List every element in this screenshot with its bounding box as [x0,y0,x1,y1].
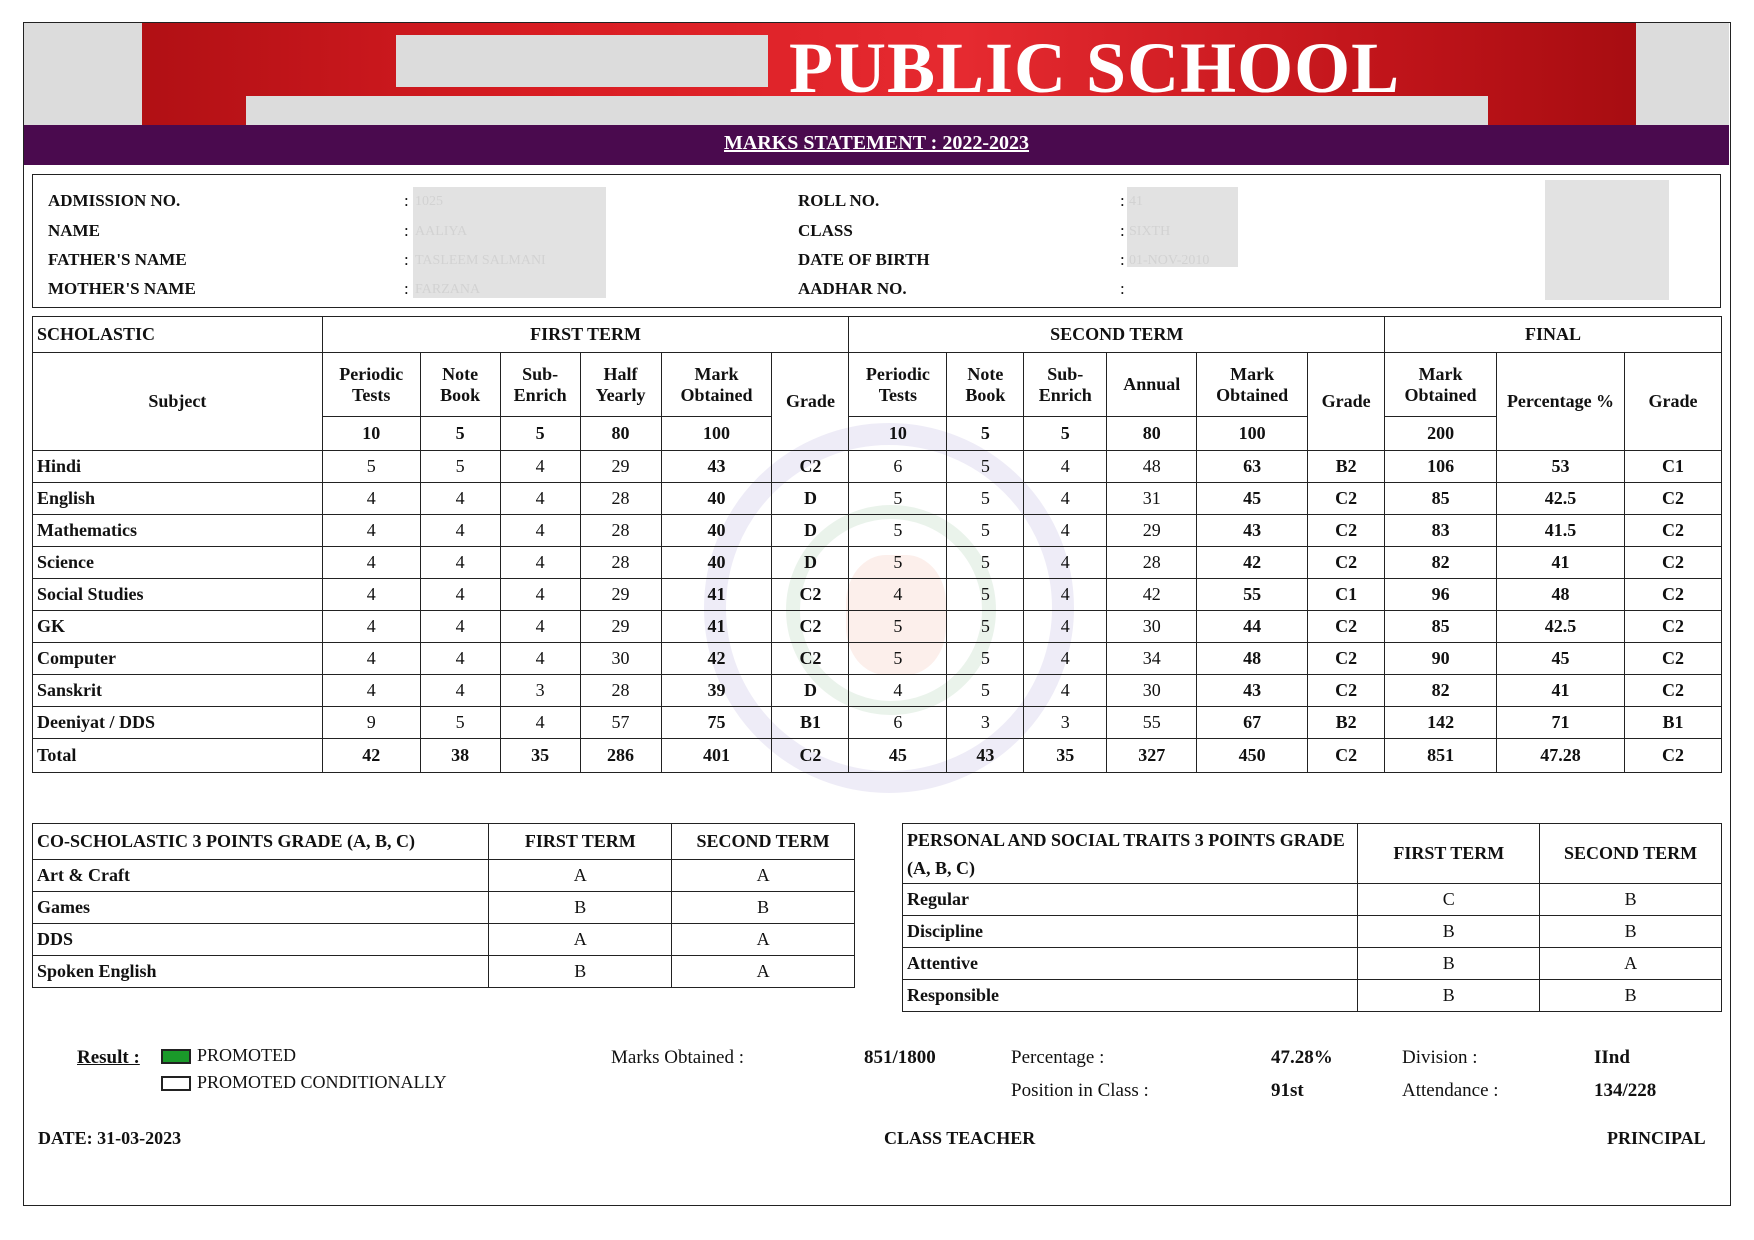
first-term-header: FIRST TERM [322,317,849,353]
traits-second-term-header: SECOND TERM [1540,824,1722,884]
mark-cell: 4 [322,483,420,515]
mark-cell: 30 [1107,675,1197,707]
final-header: FINAL [1385,317,1722,353]
traits-table [902,823,1722,1012]
promoted-indicator [161,1049,191,1064]
mark-cell: 57 [580,707,661,739]
first-term-grade: B [1358,980,1540,1012]
final-mark-cell: 82 [1385,675,1497,707]
grade-cell: C2 [1308,611,1385,643]
mark-cell: 45 [1197,483,1308,515]
mark-cell: 40 [661,483,772,515]
max-marks: 10 [322,417,420,451]
mark-cell: 4 [420,643,500,675]
colon: : [404,191,409,210]
mark-cell: 30 [1107,611,1197,643]
colon: : [1120,221,1125,240]
division-label: Division : [1402,1047,1478,1068]
subject-name: Total [33,739,323,773]
max-marks: 5 [500,417,580,451]
mark-cell: 4 [1024,611,1107,643]
mark-cell: 4 [1024,515,1107,547]
percentage-label: Percentage : [1011,1047,1105,1068]
result-legend-promoted [161,1045,296,1066]
final-mark-header: Mark Obtained [1385,353,1497,417]
grade-cell: C1 [1308,579,1385,611]
mark-cell: 41 [661,579,772,611]
first-term-grade: A [489,924,672,956]
class-teacher-signature: CLASS TEACHER [884,1128,1036,1148]
mark-cell: 4 [1024,547,1107,579]
mark-cell: 29 [1107,515,1197,547]
second-term-grade: A [672,924,855,956]
mark-cell: 4 [420,515,500,547]
co-scholastic-title: CO-SCHOLASTIC 3 POINTS GRADE (A, B, C) [33,824,489,860]
grade-cell: D [772,675,849,707]
percentage-header: Percentage % [1497,353,1625,451]
mark-cell: 35 [1024,739,1107,773]
mark-cell: 5 [849,643,947,675]
grade-cell: C2 [1308,675,1385,707]
table-row [33,483,1722,515]
result-legend-conditional [161,1072,447,1093]
mark-cell: 41 [661,611,772,643]
mother-value: FARZANA [415,282,481,297]
table-row [33,451,1722,483]
first-term-grade: B [1358,916,1540,948]
table-row [33,579,1722,611]
grade-cell: C2 [772,643,849,675]
grade-cell: C2 [1308,739,1385,773]
marks-sheet [23,22,1731,1206]
final-mark-cell: 85 [1385,483,1497,515]
co-scholastic-table [32,823,855,988]
roll-value: 41 [1129,194,1143,209]
position-label: Position in Class : [1011,1080,1149,1101]
note-book-header: Note Book [947,353,1024,417]
logo-placeholder-left [24,23,142,125]
subject-name: GK [33,611,323,643]
student-photo [1545,180,1669,300]
mark-cell: 28 [580,547,661,579]
subject-name: Deeniyat / DDS [33,707,323,739]
mark-cell: 4 [500,483,580,515]
colon: : [404,279,409,298]
mark-cell: 5 [947,675,1024,707]
mark-cell: 5 [947,547,1024,579]
second-term-grade: B [1540,916,1722,948]
mark-cell: 286 [580,739,661,773]
max-marks: 5 [1024,417,1107,451]
colon: : [404,221,409,240]
final-grade-cell: C2 [1624,611,1721,643]
final-mark-cell: 82 [1385,547,1497,579]
mark-cell: 5 [947,483,1024,515]
mark-cell: 4 [500,547,580,579]
mark-cell: 4 [500,611,580,643]
mark-cell: 4 [420,675,500,707]
grade-cell: B2 [1308,707,1385,739]
dob-label: DATE OF BIRTH [798,250,930,269]
max-marks: 80 [1107,417,1197,451]
max-marks: 10 [849,417,947,451]
sub-enrich-header: Sub-Enrich [500,353,580,417]
final-mark-cell: 142 [1385,707,1497,739]
mark-cell: 6 [849,451,947,483]
table-row [903,916,1722,948]
table-row [33,611,1722,643]
attendance-value: 134/228 [1594,1080,1657,1101]
colon: : [1120,279,1125,298]
mark-cell: 43 [661,451,772,483]
max-marks: 80 [580,417,661,451]
activity-name: Discipline [903,916,1358,948]
activity-name: Spoken English [33,956,489,988]
subject-name: English [33,483,323,515]
table-row [33,892,855,924]
division-value: IInd [1594,1047,1630,1068]
first-term-grade: B [489,956,672,988]
class-label: CLASS [798,221,853,240]
mark-cell: 40 [661,547,772,579]
conditional-indicator [161,1076,191,1091]
mark-cell: 4 [500,579,580,611]
subject-name: Hindi [33,451,323,483]
co-second-term-header: SECOND TERM [672,824,855,860]
mark-cell: 4 [500,643,580,675]
mark-cell: 43 [947,739,1024,773]
school-name-redacted [396,35,768,87]
mark-cell: 5 [322,451,420,483]
mark-cell: 9 [322,707,420,739]
mark-cell: 31 [1107,483,1197,515]
final-grade-cell: C2 [1624,515,1721,547]
promoted-conditionally-text: PROMOTED CONDITIONALLY [197,1072,447,1092]
table-row [33,860,855,892]
mark-cell: 67 [1197,707,1308,739]
percentage-cell: 41 [1497,675,1625,707]
first-term-grade: B [489,892,672,924]
final-grade-cell: C2 [1624,579,1721,611]
final-grade-header: Grade [1624,353,1721,451]
final-mark-cell: 96 [1385,579,1497,611]
colon: : [404,250,409,269]
mark-obtained-header: Mark Obtained [661,353,772,417]
final-mark-cell: 90 [1385,643,1497,675]
final-grade-cell: C2 [1624,547,1721,579]
colon: : [1120,250,1125,269]
grade-cell: C2 [772,451,849,483]
admission-value: 1025 [415,194,443,209]
subject-name: Social Studies [33,579,323,611]
mark-cell: 4 [849,675,947,707]
mark-cell: 4 [322,643,420,675]
percentage-cell: 71 [1497,707,1625,739]
table-row [33,956,855,988]
activity-name: DDS [33,924,489,956]
name-value: AALIYA [415,224,468,239]
class-value: SIXTH [1129,224,1171,239]
final-mark-cell: 851 [1385,739,1497,773]
mark-cell: 4 [849,579,947,611]
mark-cell: 4 [322,579,420,611]
traits-first-term-header: FIRST TERM [1358,824,1540,884]
percentage-cell: 48 [1497,579,1625,611]
position-value: 91st [1271,1080,1304,1101]
dob-value: 01-NOV-2010 [1129,253,1210,268]
max-marks: 100 [661,417,772,451]
mark-cell: 4 [1024,451,1107,483]
traits-title: PERSONAL AND SOCIAL TRAITS 3 POINTS GRADE (A, B, C) [903,824,1358,884]
mark-cell: 4 [1024,675,1107,707]
mark-cell: 5 [849,547,947,579]
table-row [903,884,1722,916]
mark-cell: 45 [849,739,947,773]
second-term-grade: B [672,892,855,924]
second-term-grade: A [672,956,855,988]
father-value: TASLEEM SALMANI [415,253,546,268]
mark-cell: 43 [1197,515,1308,547]
mark-cell: 63 [1197,451,1308,483]
periodic-tests-header: Periodic Tests [322,353,420,417]
mark-cell: 4 [1024,579,1107,611]
mark-cell: 55 [1107,707,1197,739]
activity-name: Games [33,892,489,924]
mark-cell: 4 [420,611,500,643]
percentage-cell: 41.5 [1497,515,1625,547]
final-mark-cell: 83 [1385,515,1497,547]
result-label: Result : [77,1047,140,1068]
promoted-text: PROMOTED [197,1045,297,1065]
father-label: FATHER'S NAME [48,250,187,269]
activity-name: Regular [903,884,1358,916]
table-row [33,547,1722,579]
mark-cell: 28 [580,515,661,547]
second-term-grade: A [672,860,855,892]
sub-enrich-header: Sub-Enrich [1024,353,1107,417]
grade-cell: C2 [772,739,849,773]
final-grade-cell: C2 [1624,739,1721,773]
aadhar-label: AADHAR NO. [798,279,907,298]
mark-cell: 40 [661,515,772,547]
max-marks: 200 [1385,417,1497,451]
table-row [33,515,1722,547]
issue-date: DATE: 31-03-2023 [38,1128,182,1148]
percentage-cell: 47.28 [1497,739,1625,773]
roll-label: ROLL NO. [798,191,880,210]
mark-cell: 29 [580,611,661,643]
mark-cell: 4 [420,483,500,515]
grade-cell: C2 [1308,547,1385,579]
mark-cell: 4 [322,515,420,547]
first-term-grade: B [1358,948,1540,980]
mark-cell: 3 [1024,707,1107,739]
percentage-cell: 42.5 [1497,611,1625,643]
mark-cell: 5 [947,611,1024,643]
grade-cell: C2 [1308,483,1385,515]
scholastic-label: SCHOLASTIC [33,317,323,353]
grade-cell: C2 [772,611,849,643]
grade-header: Grade [1308,353,1385,451]
grade-cell: C2 [1308,515,1385,547]
student-info [32,174,1721,308]
mark-cell: 401 [661,739,772,773]
mark-cell: 5 [947,515,1024,547]
subject-name: Mathematics [33,515,323,547]
max-marks: 5 [420,417,500,451]
subject-header: Subject [33,353,323,451]
final-grade-cell: C2 [1624,643,1721,675]
grade-cell: D [772,515,849,547]
mark-cell: 44 [1197,611,1308,643]
percentage-cell: 53 [1497,451,1625,483]
statement-title: MARKS STATEMENT : 2022-2023 [723,132,1030,154]
final-mark-cell: 106 [1385,451,1497,483]
mark-cell: 4 [322,547,420,579]
table-row [33,707,1722,739]
mark-cell: 5 [849,483,947,515]
table-row [33,924,855,956]
table-row [903,948,1722,980]
mark-obtained-header: Mark Obtained [1197,353,1308,417]
max-marks: 100 [1197,417,1308,451]
logo-placeholder-right [1636,23,1729,125]
max-marks: 5 [947,417,1024,451]
table-row [33,675,1722,707]
mark-cell: 42 [1197,547,1308,579]
final-mark-cell: 85 [1385,611,1497,643]
mark-cell: 4 [500,515,580,547]
mark-cell: 4 [420,547,500,579]
mark-cell: 450 [1197,739,1308,773]
mark-cell: 4 [1024,483,1107,515]
mark-cell: 29 [580,451,661,483]
redacted-class-details [1127,187,1238,267]
second-term-grade: B [1540,884,1722,916]
mark-cell: 5 [947,643,1024,675]
percentage-cell: 41 [1497,547,1625,579]
half-yearly-header: Half Yearly [580,353,661,417]
total-row [33,739,1722,773]
final-grade-cell: C1 [1624,451,1721,483]
mark-cell: 28 [580,483,661,515]
colon: : [1120,191,1125,210]
mark-cell: 28 [580,675,661,707]
activity-name: Responsible [903,980,1358,1012]
mark-cell: 327 [1107,739,1197,773]
mark-cell: 34 [1107,643,1197,675]
annual-header: Annual [1107,353,1197,417]
mark-cell: 42 [661,643,772,675]
scholastic-table [32,316,1722,773]
grade-header: Grade [772,353,849,451]
mark-cell: 5 [420,451,500,483]
mark-cell: 6 [849,707,947,739]
mark-cell: 48 [1197,643,1308,675]
mark-cell: 5 [420,707,500,739]
subject-name: Sanskrit [33,675,323,707]
periodic-tests-header: Periodic Tests [849,353,947,417]
mother-label: MOTHER'S NAME [48,279,196,298]
percentage-cell: 42.5 [1497,483,1625,515]
school-name: PUBLIC SCHOOL [789,28,1401,108]
grade-cell: D [772,483,849,515]
mark-cell: 42 [322,739,420,773]
mark-cell: 75 [661,707,772,739]
activity-name: Attentive [903,948,1358,980]
activity-name: Art & Craft [33,860,489,892]
principal-signature: PRINCIPAL [1607,1128,1706,1148]
second-term-header: SECOND TERM [849,317,1385,353]
mark-cell: 3 [947,707,1024,739]
mark-cell: 48 [1107,451,1197,483]
mark-cell: 4 [500,707,580,739]
mark-cell: 4 [500,451,580,483]
mark-cell: 5 [947,579,1024,611]
mark-cell: 3 [500,675,580,707]
second-term-grade: B [1540,980,1722,1012]
redacted-personal-details [413,187,606,298]
mark-cell: 30 [580,643,661,675]
grade-cell: B1 [772,707,849,739]
grade-cell: C2 [1308,643,1385,675]
table-row [903,980,1722,1012]
mark-cell: 5 [849,611,947,643]
mark-cell: 43 [1197,675,1308,707]
note-book-header: Note Book [420,353,500,417]
mark-cell: 55 [1197,579,1308,611]
mark-cell: 5 [947,451,1024,483]
name-label: NAME [48,221,100,240]
mark-cell: 29 [580,579,661,611]
mark-cell: 35 [500,739,580,773]
grade-cell: C2 [772,579,849,611]
mark-cell: 4 [420,579,500,611]
mark-cell: 39 [661,675,772,707]
final-grade-cell: C2 [1624,675,1721,707]
percentage-value: 47.28% [1271,1047,1333,1068]
mark-cell: 4 [322,611,420,643]
percentage-cell: 45 [1497,643,1625,675]
admission-label: ADMISSION NO. [48,191,181,210]
subject-name: Computer [33,643,323,675]
mark-cell: 42 [1107,579,1197,611]
first-term-grade: A [489,860,672,892]
marks-obtained-value: 851/1800 [864,1047,936,1068]
final-grade-cell: C2 [1624,483,1721,515]
subject-name: Science [33,547,323,579]
second-term-grade: A [1540,948,1722,980]
mark-cell: 5 [849,515,947,547]
mark-cell: 4 [1024,643,1107,675]
mark-cell: 28 [1107,547,1197,579]
table-row [33,643,1722,675]
grade-cell: B2 [1308,451,1385,483]
attendance-label: Attendance : [1402,1080,1499,1101]
grade-cell: D [772,547,849,579]
final-grade-cell: B1 [1624,707,1721,739]
co-first-term-header: FIRST TERM [489,824,672,860]
marks-obtained-label: Marks Obtained : [611,1047,744,1068]
mark-cell: 38 [420,739,500,773]
mark-cell: 4 [322,675,420,707]
first-term-grade: C [1358,884,1540,916]
